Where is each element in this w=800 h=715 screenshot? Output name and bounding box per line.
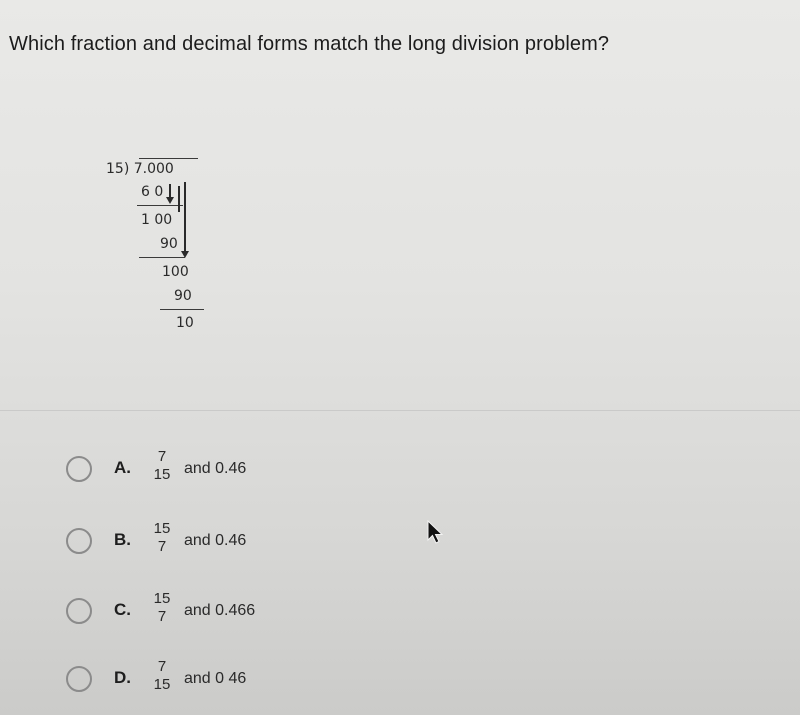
option-b[interactable] [66, 520, 366, 566]
bring-down-arrow-1-icon [166, 197, 174, 204]
step1-remainder: 1 00 [141, 212, 173, 228]
bring-down-line-1 [169, 184, 171, 198]
option-a-numerator: 7 [157, 448, 167, 465]
option-c-letter: C. [114, 600, 131, 619]
step2-line [139, 257, 185, 258]
option-b-denominator: 7 [157, 538, 167, 555]
step3-line [160, 309, 204, 310]
option-c-text: and 0.466 [184, 602, 256, 619]
option-a[interactable] [66, 448, 366, 494]
bring-down-line-3 [178, 186, 180, 212]
division-header: 15) 7.000 [106, 161, 174, 177]
division-vinculum [139, 158, 198, 159]
radio-button-icon[interactable] [66, 456, 92, 482]
option-d-letter: D. [114, 668, 131, 687]
option-a-letter: A. [114, 458, 131, 477]
step2-remainder: 100 [162, 264, 189, 280]
option-b-letter: B. [114, 530, 131, 549]
option-a-denominator: 15 [153, 466, 171, 483]
step1-product: 6 0 [141, 184, 164, 200]
radio-button-icon[interactable] [66, 528, 92, 554]
option-a-text: and 0.46 [184, 460, 247, 477]
option-c-numerator: 15 [153, 590, 171, 607]
option-b-numerator: 15 [153, 520, 171, 537]
option-c[interactable] [66, 590, 366, 636]
option-c-denominator: 7 [157, 608, 167, 625]
option-d-numerator: 7 [157, 658, 167, 675]
mouse-pointer-icon [426, 520, 446, 544]
radio-button-icon[interactable] [66, 598, 92, 624]
bring-down-arrow-2-icon [181, 251, 189, 258]
option-d[interactable] [66, 658, 366, 704]
option-d-denominator: 15 [153, 676, 171, 693]
question-text: Which fraction and decimal forms match the long division problem? [9, 33, 610, 55]
step2-product: 90 [160, 236, 178, 252]
option-b-text: and 0.46 [184, 532, 247, 549]
option-d-text: and 0 46 [184, 670, 247, 687]
radio-button-icon[interactable] [66, 666, 92, 692]
bring-down-line-2 [184, 182, 186, 254]
step1-line [137, 205, 183, 206]
section-divider [0, 410, 800, 411]
step3-remainder: 10 [176, 315, 194, 331]
step3-product: 90 [174, 288, 192, 304]
